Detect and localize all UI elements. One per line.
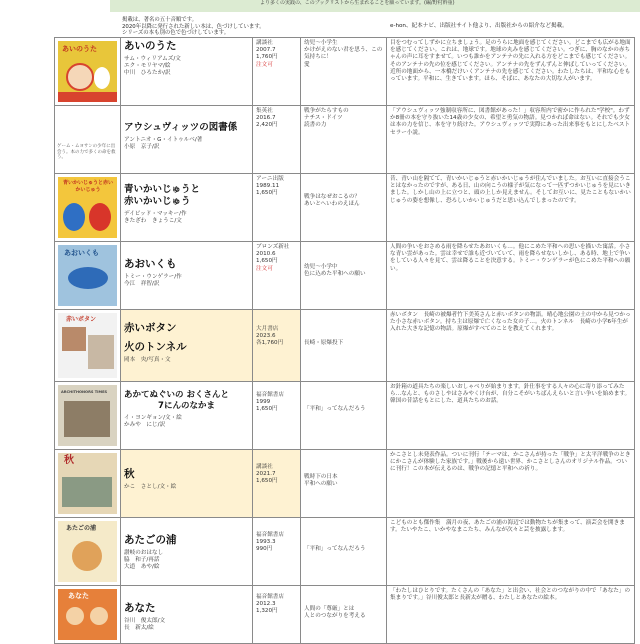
book-info	[121, 450, 253, 518]
theme: ナチス・ドイツ	[304, 115, 343, 122]
theme: 戦争がたらすもの	[304, 108, 349, 114]
publisher: 集英社	[256, 108, 273, 114]
theme: かけがえのない君を思う、この気持ちに！	[304, 47, 383, 61]
author: 大道 あや/絵	[124, 564, 160, 570]
book-title: あなた	[124, 602, 156, 614]
rabbit-figure	[94, 67, 110, 89]
author: アントニオ・G・イトゥルベ/著	[124, 137, 203, 143]
description: 昔、青い山を隔てて、青いかいじゅうと赤いかいじゅうが住んでいました。お互いに直接会うことはなかったのですが、ある日、山の向こうの様子が気になって一匹ずつかいじゅうを見にいきました。しかし山の上に立つと、頭の上しか見えません。そしてお互いに、見たこともないかいじゅうの姿を想像し、恐ろしいかいじゅうだと思い込んでしまったのです。	[390, 176, 631, 204]
cover-title: あなた	[68, 592, 89, 600]
book-info	[121, 106, 253, 174]
price: 2,420円	[256, 122, 278, 129]
face-figure	[66, 607, 84, 625]
cover-image	[58, 589, 117, 640]
book-title: 7にんのなかま	[158, 401, 215, 411]
book-info	[121, 382, 253, 450]
theme: あいとへいわのえほん	[304, 201, 360, 208]
cover-image	[58, 453, 117, 514]
theme: 人とのつながりを考える	[304, 613, 366, 620]
cover-note: ゲーム・ムヨサンの少年に出会う。本の力で多くの命を救う。	[57, 144, 116, 161]
description: 目をつむってしずかに立ちましょう。足のうらに地面を感じてください。どこまでも広がる地面を感じてください。これは、地球です。地球の丸みを感じてください。つぎに、胸のなかの赤ちゃんの声に耳をすませて。いつも誰かをアンテナの先に入れる方をどこまでも感じてください。そのアンテナの先の位を感じてください。アンテナの先をずんずんと伸ばしていってください。近所の地面から、一本橋だけいくアンテナの先を感じてください。わたしたちは、平和な心をもっています。平和に、生きています。ほら、そばに、あなたの大切な人がいます。	[390, 40, 631, 83]
cover-image	[58, 313, 117, 378]
author: エク・モリヤマ/絵	[124, 63, 171, 69]
book-cover	[55, 38, 121, 106]
top-banner	[110, 0, 640, 12]
description-cell	[387, 38, 635, 106]
publisher: アーニ出版	[256, 176, 284, 182]
book-title: 赤いボタン	[124, 322, 177, 334]
cover-title: ARCHITHONORS TIMES	[61, 390, 108, 394]
year: 1993.3	[256, 539, 276, 546]
audience: 幼児〜小学中	[304, 264, 338, 270]
author: 今江 祥智/訳	[124, 281, 160, 287]
publisher-cell	[253, 450, 301, 518]
book-title: 青いかいじゅうと 赤いかいじゅう	[124, 184, 201, 207]
audience-cell	[301, 106, 387, 174]
theme: 人間の「尊厳」とは	[304, 606, 355, 612]
audience-cell	[301, 174, 387, 242]
note-line: シリーズの本も別の色で色づけしています。	[122, 30, 230, 37]
author: 長 新太/絵	[124, 625, 154, 631]
theme: 色に込めた平和への願い	[304, 271, 366, 278]
face-figure	[90, 607, 108, 625]
table-row	[55, 518, 635, 586]
description-cell	[387, 450, 635, 518]
description-cell	[387, 310, 635, 382]
book-title: あかてぬぐいの おくさんと	[124, 390, 229, 400]
description-cell	[387, 586, 635, 644]
price: 1,650円	[256, 258, 278, 265]
book-cover	[55, 106, 121, 174]
publisher: 福音館書店	[256, 594, 284, 600]
book-cover	[55, 518, 121, 586]
theme: 戦争はなぜおこるの？	[304, 194, 360, 200]
author: きたざわ きょうこ/文	[124, 218, 182, 224]
cover-title: 青いかいじゅうと赤いかいじゅう	[62, 180, 113, 194]
photo-block	[62, 327, 86, 351]
cover-title: あおいくも	[64, 249, 99, 257]
illustration-block	[62, 477, 112, 507]
book-info	[121, 38, 253, 106]
year: 1989.11	[256, 183, 280, 190]
illustration-block	[64, 401, 110, 437]
note-line: 2020年以降に発行された新しい本は、色づけしています。	[122, 23, 265, 30]
blue-monster	[63, 203, 85, 231]
child-figure	[66, 63, 94, 91]
description-cell	[387, 106, 635, 174]
table-row	[55, 174, 635, 242]
publisher-cell	[253, 242, 301, 310]
year: 2023.6	[256, 333, 276, 340]
description: お針箱の道具たちの楽しいおしゃべりが始まります。針仕事をする人々の心に寄り添ってみたら…なんと、ものさしやはさみやくけ台が、自分こそがいちばんえらいと言い争いを始めます。韓国の昔話をもとにした、道具たちのお話。	[390, 384, 631, 405]
cover-image	[58, 521, 117, 582]
author: 小原 京子/訳	[124, 144, 160, 150]
table-row	[55, 586, 635, 644]
book-authors	[124, 415, 249, 429]
description-cell	[387, 382, 635, 450]
theme: 愛	[304, 61, 310, 68]
audience-cell	[301, 518, 387, 586]
book-authors	[124, 137, 249, 151]
description: こどものとも傑作集 満月の夜、あたごの浦の海辺では動物たちが集まって、演芸会を開きます。たいやたこ、いかやなまこたち、みんなが次々と芸を披露します。	[390, 520, 625, 534]
book-authors	[124, 618, 249, 632]
price: 990円	[256, 546, 273, 553]
publisher-cell	[253, 310, 301, 382]
source-note: e-hon、紀本ナビ、出版社サイト他より、出版社からの紹介など掲載。	[390, 23, 568, 29]
table-row	[55, 450, 635, 518]
author: 讃岐のおはなし	[124, 550, 164, 556]
book-info	[121, 586, 253, 644]
book-cover	[55, 382, 121, 450]
theme: 長崎・原爆投下	[304, 340, 344, 346]
author: サム・ウィリアムズ/文	[124, 56, 181, 62]
note-line: 掲載は、著名の五十音順です。	[122, 17, 198, 23]
price: 1,650円	[256, 190, 278, 197]
book-authors	[124, 274, 249, 288]
book-authors: かこ さとし/文・絵	[124, 484, 177, 490]
publisher: 大月書店	[256, 326, 279, 332]
year: 2010.6	[256, 251, 276, 258]
author: デイビッド・マッキー/作	[124, 211, 187, 217]
year: 2012.3	[256, 601, 276, 608]
publisher-cell	[253, 518, 301, 586]
audience-cell	[301, 310, 387, 382]
publisher-cell	[253, 586, 301, 644]
book-title: あいのうた	[124, 40, 177, 52]
audience-cell	[301, 38, 387, 106]
order-note: 注文可	[256, 61, 273, 68]
cover-title: 秋	[64, 455, 74, 466]
table-row	[55, 38, 635, 106]
order-note: 注文可	[256, 265, 273, 272]
cover-title: あたごの浦	[66, 525, 97, 532]
description: 赤いボタン 長崎の被爆者竹下美英さんと赤いボタンの物語。晴心地公園の土の中から見つかった小さな赤いボタン。持ち主は原爆で亡くなった女の子…。火のトンネル 長崎の小学6年生が入れた大きな記憶の物語。原爆がすべてのことを教えてくれます。	[390, 312, 631, 333]
cover-floor	[58, 92, 117, 102]
theme: 戦時下の日本	[304, 474, 338, 480]
book-authors: 岡本 央/写真・文	[124, 357, 171, 363]
author: かみや にじ/訳	[124, 422, 166, 428]
audience-cell	[301, 450, 387, 518]
cover-title: あいのうた	[62, 45, 97, 53]
publisher: 福音館書店	[256, 532, 284, 538]
header-notes	[122, 17, 382, 37]
publisher-cell	[253, 38, 301, 106]
publisher-cell	[253, 174, 301, 242]
price: 1,320円	[256, 608, 278, 615]
cover-image	[58, 385, 117, 446]
year: 2007.7	[256, 47, 276, 54]
book-cover	[55, 242, 121, 310]
author: イ・ヨンギョン/文・絵	[124, 415, 182, 421]
description: 「アウシュヴィッツ強制収容所に、図書館があった！」収容所内で密かに作られた"学校"。わずか8冊の本を守り抜いた14歳の少女の、希望と勇気の物語。見つかれば命はない。それでも少女は本の力を信じ、本を守り続けた。アウシュヴィッツで実際にあった出来事をもとにしたベストセラー小説。	[390, 108, 631, 136]
publisher-cell	[253, 106, 301, 174]
book-title: 火のトンネル	[124, 341, 187, 353]
year: 2021.7	[256, 471, 276, 478]
publisher: 講談社	[256, 40, 273, 46]
book-info	[121, 518, 253, 586]
price: 1,650円	[256, 478, 278, 485]
description-cell	[387, 518, 635, 586]
table-row	[55, 382, 635, 450]
cover-image	[58, 177, 117, 238]
publisher: 講談社	[256, 464, 273, 470]
book-authors	[124, 550, 249, 571]
booklist-table	[54, 37, 635, 644]
description: 「わたしはひとりです。たくさんの「あなた」と出会い、社会とのつながりの中で「あなた」の集まりです。」谷川俊太郎と長新太が贈る、わたしとあなたの絵本。	[390, 588, 631, 602]
author: トミー・ウンゲラー/作	[124, 274, 182, 280]
book-cover	[55, 310, 121, 382]
book-info	[121, 310, 253, 382]
author: 中川 ひろたか/訳	[124, 70, 171, 76]
cover-image	[58, 41, 117, 102]
cover-image	[58, 245, 117, 306]
red-monster	[89, 203, 111, 231]
theme: 「平和」ってなんだろう	[304, 406, 366, 412]
book-authors	[124, 56, 249, 77]
description-cell	[387, 174, 635, 242]
table-row	[55, 106, 635, 174]
photo-block	[88, 335, 114, 369]
table-row	[55, 310, 635, 382]
publisher: 福音館書店	[256, 392, 284, 398]
banner-text: より多くの実践の、このブックリストから生まれることを願っています。(編/野村幹重)	[260, 0, 455, 6]
theme: 読書の力	[304, 122, 327, 129]
theme: 「平和」ってなんだろう	[304, 546, 366, 552]
book-authors	[124, 211, 249, 225]
audience-cell	[301, 586, 387, 644]
year: 1999	[256, 399, 271, 406]
description: 人間の争いをおさめる雨を降らせたあおいくも…。他にこめた平和への思いを描いた寓話。小さな青い雲があった。雲は幸せで誰も近づいていて、雨を降らせないしかし、ある時、地上で争いをしている人々を見て、雲は降ることを決意する。トミー・ウンゲラーが色にこめた平和への願い。	[390, 244, 631, 272]
table-row	[55, 242, 635, 310]
audience-cell	[301, 382, 387, 450]
book-title: 秋	[124, 468, 135, 480]
publisher-cell	[253, 382, 301, 450]
illustration-block	[72, 541, 102, 571]
description-cell	[387, 242, 635, 310]
author: 谷川 俊太郎/文	[124, 618, 166, 624]
description: かこさとし未発表作品。ついに刊行「テーマは、かこさんが持った「戦争」と太平洋戦争のときにかこさんが体験した家族です。」戦後から遠い世界、かこさとしさんのオリジナル作品。ついに刊行！この本が伝えるのは、戦争の記憶と平和への祈り。	[390, 452, 631, 473]
price: 各1,760円	[256, 340, 284, 347]
book-title: あたごの浦	[124, 534, 177, 546]
book-cover	[55, 586, 121, 644]
book-cover	[55, 174, 121, 242]
book-cover	[55, 450, 121, 518]
book-info	[121, 174, 253, 242]
price: 1,760円	[256, 54, 278, 61]
book-title: アウシュヴィッツの図書係	[124, 122, 238, 133]
price: 1,650円	[256, 406, 278, 413]
author: 脇 和子/再話	[124, 557, 160, 563]
year: 2016.7	[256, 115, 276, 122]
book-info	[121, 242, 253, 310]
blue-cloud	[68, 267, 108, 289]
cover-title: 赤いボタン	[66, 316, 97, 323]
audience-cell	[301, 242, 387, 310]
book-title: あおいくも	[124, 258, 177, 270]
theme: 平和への願い	[304, 481, 338, 488]
publisher: ブロンズ新社	[256, 244, 290, 250]
audience: 幼児〜小学生	[304, 40, 338, 46]
